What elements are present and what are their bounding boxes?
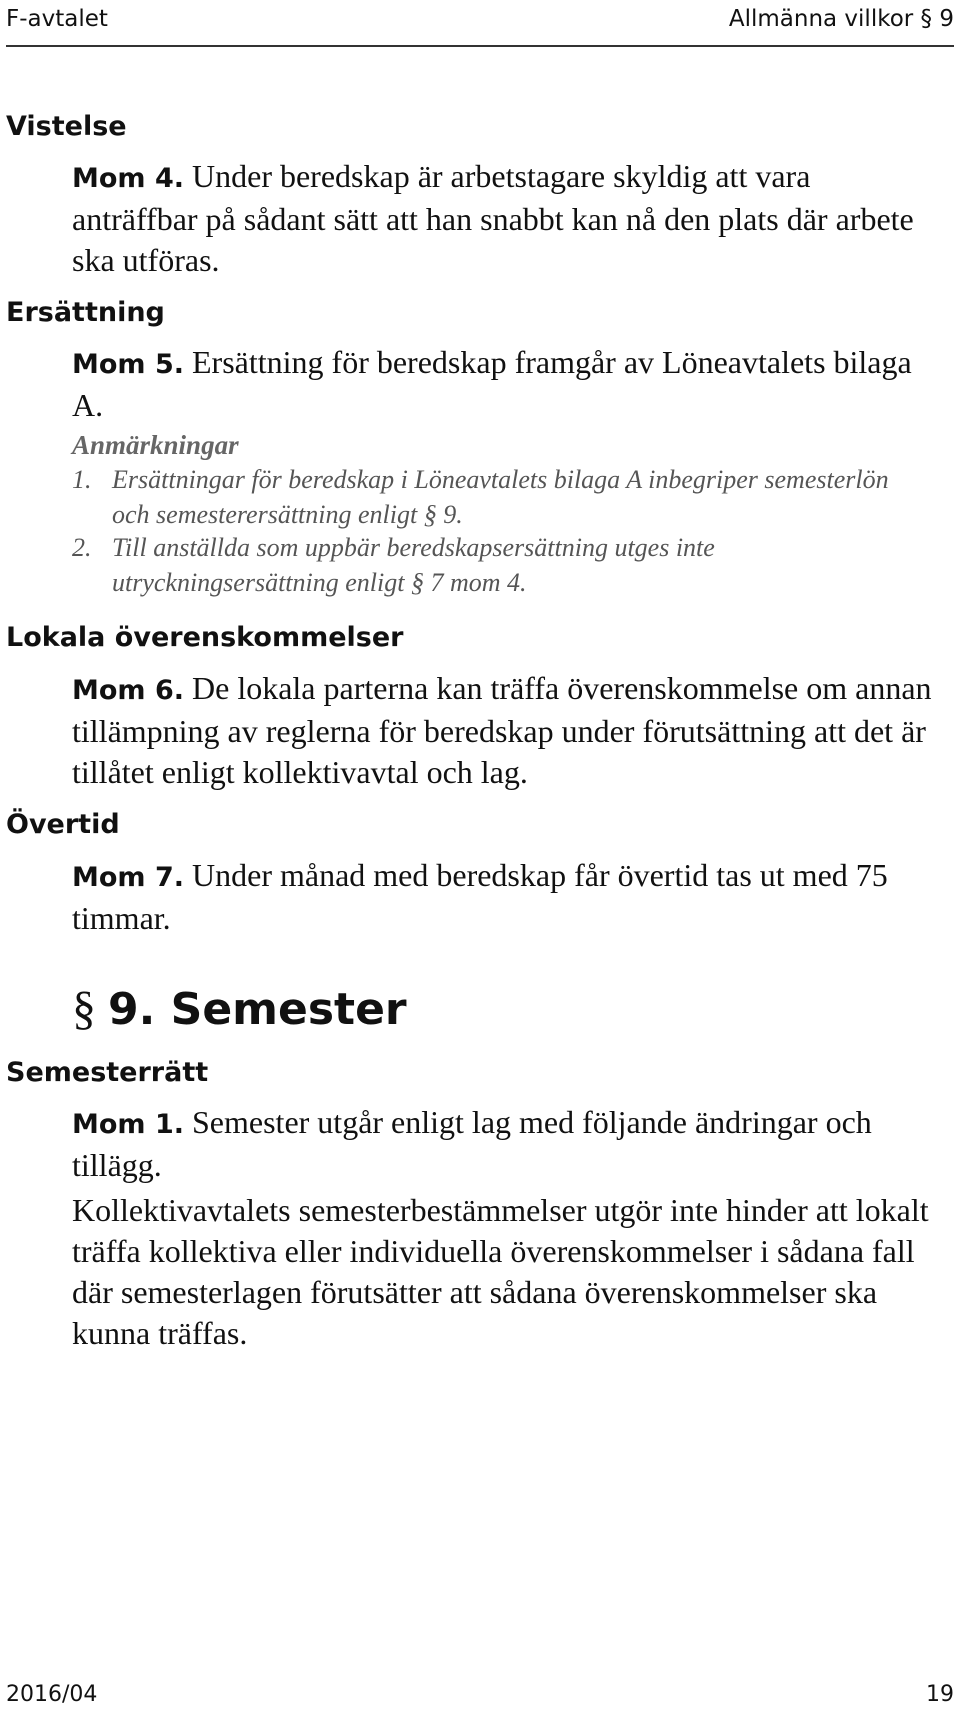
heading-semesterratt: Semesterrätt: [6, 1057, 209, 1088]
chapter-heading: [72, 982, 407, 1037]
heading-vistelse: Vistelse: [6, 111, 127, 142]
mom-4-label: Mom 4.: [72, 163, 184, 194]
footer-page-number: 19: [926, 1682, 954, 1707]
heading-lokala-overenskommelser: Lokala överenskommelser: [6, 622, 404, 653]
heading-overtid: Övertid: [6, 809, 120, 840]
section-sign: §: [72, 982, 96, 1035]
header-title: F-avtalet: [6, 6, 108, 32]
mom-6-text: De lokala parterna kan träffa överenskommelse om annan tillämpning av reglerna för beredskap under förutsättning att det är tillåtet enligt kollektivavtal och lag.: [72, 670, 932, 790]
paragraph-mom-1: [72, 1102, 942, 1186]
chapter-title: 9. Semester: [108, 984, 407, 1035]
paragraph-mom-7: [72, 855, 942, 939]
note-text: Ersättningar för beredskap i Löneavtalets bilaga A inbegriper semesterlön och semesterersättning enligt § 9.: [112, 465, 889, 529]
mom-7-label: Mom 7.: [72, 862, 184, 893]
paragraph-kollektivavtal: Kollektivavtalets semesterbestämmelser utgör inte hinder att lokalt träffa kollektiva eller individuella överenskommelser i sådana fall där semesterlagen förutsätter att sådana överenskommelser ska kunna träffas.: [72, 1192, 929, 1351]
paragraph-mom-4: [72, 156, 942, 281]
notes-heading: Anmärkningar: [72, 430, 239, 460]
mom-5-label: Mom 5.: [72, 349, 184, 380]
footer-date: 2016/04: [6, 1682, 98, 1707]
heading-ersattning: Ersättning: [6, 297, 165, 328]
note-item: [72, 462, 932, 532]
header-section: Allmänna villkor § 9: [728, 6, 954, 32]
mom-6-label: Mom 6.: [72, 675, 184, 706]
mom-1-text: Semester utgår enligt lag med följande ändringar och tillägg.: [72, 1104, 872, 1183]
paragraph-mom-5: [72, 342, 942, 426]
mom-5-text: Ersättning för beredskap framgår av Löneavtalets bilaga A.: [72, 344, 912, 423]
paragraph-mom-6: [72, 668, 942, 793]
mom-1-label: Mom 1.: [72, 1109, 184, 1140]
note-number: 2.: [72, 533, 92, 562]
note-text: Till anställda som uppbär beredskapsersättning utges inte utryckningsersättning enligt § 7 mom 4.: [112, 533, 715, 597]
note-item: [72, 530, 932, 600]
note-number: 1.: [72, 465, 92, 494]
header-divider: [6, 45, 954, 47]
mom-7-text: Under månad med beredskap får övertid tas ut med 75 timmar.: [72, 857, 888, 936]
mom-4-text: Under beredskap är arbetstagare skyldig att vara anträffbar på sådant sätt att han snabbt kan nå den plats där arbete ska utföras.: [72, 158, 914, 278]
